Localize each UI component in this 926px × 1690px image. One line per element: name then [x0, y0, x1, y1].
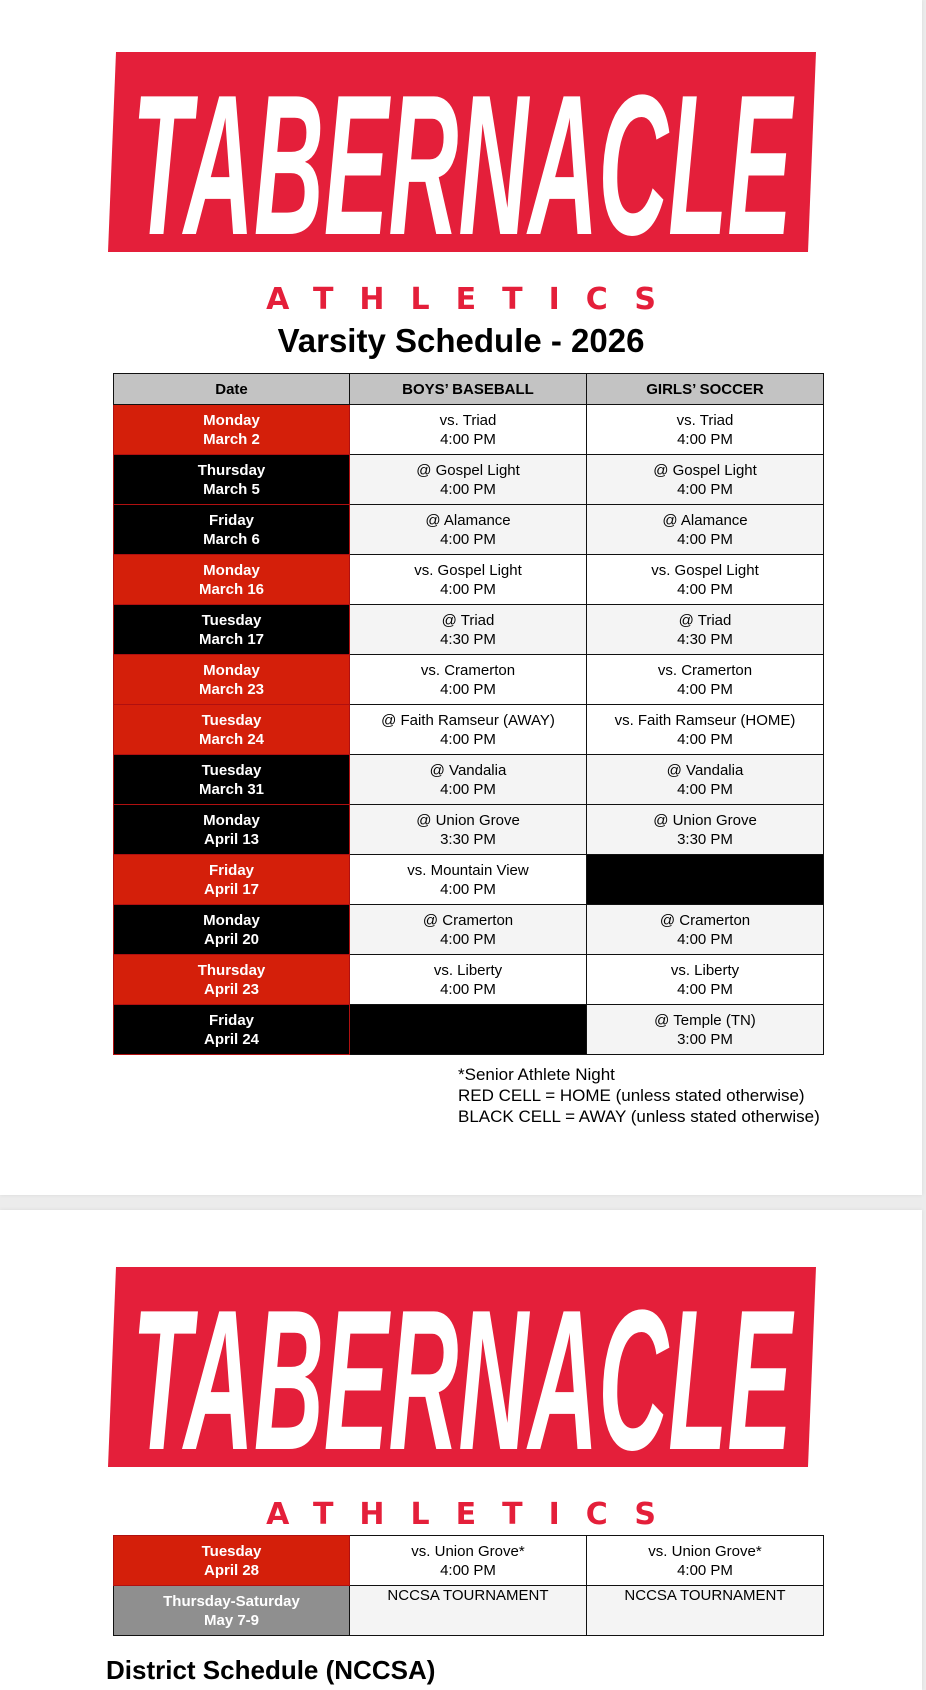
date-label: May 7-9	[203, 1611, 260, 1629]
opponent-label: @ Vandalia	[429, 761, 507, 779]
opponent-label: vs. Gospel Light	[651, 561, 759, 579]
soccer-game-cell	[587, 905, 824, 955]
date-cell	[114, 755, 350, 805]
day-label: Friday	[208, 511, 254, 529]
time-label: 4:00 PM	[677, 530, 733, 548]
day-label: Monday	[203, 911, 260, 929]
time-label: 4:00 PM	[440, 730, 496, 748]
opponent-label: vs. Cramerton	[420, 661, 516, 679]
table-row	[114, 455, 824, 505]
opponent-label: vs. Union Grove*	[648, 1542, 762, 1560]
day-label: Monday	[203, 811, 260, 829]
tabernacle-logo	[108, 52, 816, 252]
baseball-game-cell	[350, 605, 587, 655]
date-label: April 17	[203, 880, 260, 898]
opponent-label: @ Union Grove	[416, 811, 520, 829]
soccer-game-cell	[587, 1005, 824, 1055]
baseball-game-cell	[350, 855, 587, 905]
opponent-label: @ Faith Ramseur (AWAY)	[381, 711, 555, 729]
baseball-empty-cell	[350, 1005, 587, 1055]
table-row	[114, 405, 824, 455]
time-label: 4:00 PM	[677, 480, 733, 498]
schedule-page-2	[0, 1210, 922, 1690]
athletics-subtitle: ATHLETICS	[266, 282, 682, 317]
date-cell	[114, 1005, 350, 1055]
soccer-game-cell	[587, 655, 824, 705]
day-label: Monday	[203, 561, 260, 579]
date-label: March 6	[203, 530, 260, 548]
soccer-game-cell	[587, 555, 824, 605]
date-label: March 31	[198, 780, 265, 798]
date-cell	[114, 655, 350, 705]
baseball-game-cell	[350, 505, 587, 555]
time-label: 4:00 PM	[677, 730, 733, 748]
soccer-game-cell	[587, 705, 824, 755]
date-label: March 17	[198, 630, 265, 648]
date-cell	[114, 605, 350, 655]
opponent-label: NCCSA TOURNAMENT	[624, 1587, 786, 1604]
schedule-table-continued	[113, 1535, 824, 1636]
date-label: April 23	[203, 980, 260, 998]
athletics-subtitle: ATHLETICS	[266, 1497, 682, 1532]
time-label: 4:00 PM	[677, 930, 733, 948]
time-label: 4:00 PM	[677, 1561, 733, 1579]
day-label: Thursday-Saturday	[163, 1592, 300, 1610]
table-row	[114, 955, 824, 1005]
day-label: Tuesday	[201, 611, 262, 629]
opponent-label: vs. Mountain View	[407, 861, 529, 879]
baseball-game-cell	[350, 805, 587, 855]
date-cell	[114, 1536, 350, 1586]
day-label: Tuesday	[201, 1542, 262, 1560]
date-label: April 20	[203, 930, 260, 948]
opponent-label: @ Triad	[678, 611, 732, 629]
soccer-game-cell	[587, 405, 824, 455]
opponent-label: @ Union Grove	[653, 811, 757, 829]
date-cell	[114, 555, 350, 605]
opponent-label: NCCSA TOURNAMENT	[387, 1587, 549, 1604]
date-label: April 24	[203, 1030, 260, 1048]
opponent-label: vs. Cramerton	[657, 661, 753, 679]
baseball-game-cell	[350, 905, 587, 955]
opponent-label: @ Gospel Light	[653, 461, 757, 479]
time-label: 3:30 PM	[677, 830, 733, 848]
time-label: 4:00 PM	[440, 780, 496, 798]
day-label: Friday	[208, 861, 254, 879]
date-cell	[114, 505, 350, 555]
table-row	[114, 855, 824, 905]
day-label: Friday	[208, 1011, 254, 1029]
table-row	[114, 705, 824, 755]
day-label: Thursday	[197, 461, 266, 479]
date-cell	[114, 855, 350, 905]
table-row	[114, 1005, 824, 1055]
soccer-game-cell	[587, 955, 824, 1005]
table-row	[114, 805, 824, 855]
soccer-game-cell	[587, 805, 824, 855]
opponent-label: vs. Triad	[439, 411, 497, 429]
date-cell	[114, 955, 350, 1005]
day-label: Tuesday	[201, 711, 262, 729]
day-label: Thursday	[197, 961, 266, 979]
soccer-game-cell	[587, 605, 824, 655]
opponent-label: @ Cramerton	[422, 911, 514, 929]
opponent-label: @ Vandalia	[666, 761, 744, 779]
day-label: Monday	[203, 411, 260, 429]
col-header-date: Date	[114, 374, 350, 405]
note-red-cell: RED CELL = HOME (unless stated otherwise)	[458, 1086, 805, 1105]
time-label: 4:00 PM	[440, 580, 496, 598]
legend-notes	[458, 1064, 820, 1127]
table-row	[114, 605, 824, 655]
opponent-label: vs. Liberty	[670, 961, 740, 979]
time-label: 3:30 PM	[440, 830, 496, 848]
baseball-game-cell	[350, 655, 587, 705]
date-cell	[114, 1586, 350, 1636]
baseball-game-cell	[350, 955, 587, 1005]
time-label: 4:00 PM	[677, 430, 733, 448]
baseball-game-cell	[350, 755, 587, 805]
opponent-label: vs. Triad	[676, 411, 734, 429]
date-label: March 5	[203, 480, 260, 498]
date-cell	[114, 705, 350, 755]
time-label: 4:00 PM	[440, 880, 496, 898]
page-title: Varsity Schedule - 2026	[277, 322, 645, 359]
table-row	[114, 1536, 824, 1586]
soccer-game-cell	[587, 505, 824, 555]
time-label: 4:00 PM	[440, 480, 496, 498]
opponent-label: vs. Gospel Light	[414, 561, 522, 579]
time-label: 4:00 PM	[677, 780, 733, 798]
note-senior-night: *Senior Athlete Night	[458, 1065, 615, 1084]
soccer-game-cell	[587, 755, 824, 805]
opponent-label: @ Temple (TN)	[654, 1011, 756, 1029]
soccer-game-cell	[587, 1536, 824, 1586]
date-cell	[114, 455, 350, 505]
time-label: 4:00 PM	[440, 1561, 496, 1579]
table-row	[114, 655, 824, 705]
opponent-label: @ Alamance	[425, 511, 511, 529]
baseball-game-cell	[350, 455, 587, 505]
logo-wordmark: TABERNACLE	[132, 54, 795, 252]
date-label: March 16	[198, 580, 265, 598]
date-label: March 24	[198, 730, 265, 748]
tabernacle-logo	[108, 1267, 816, 1467]
opponent-label: @ Triad	[441, 611, 495, 629]
col-header-soccer: GIRLS’ SOCCER	[587, 374, 824, 405]
logo-wordmark: TABERNACLE	[132, 1269, 795, 1467]
time-label: 4:00 PM	[440, 530, 496, 548]
date-cell	[114, 905, 350, 955]
opponent-label: @ Gospel Light	[416, 461, 520, 479]
time-label: 4:00 PM	[677, 580, 733, 598]
baseball-game-cell	[350, 1586, 587, 1636]
date-label: April 28	[203, 1561, 260, 1579]
soccer-empty-cell	[587, 855, 824, 905]
date-label: March 2	[203, 430, 260, 448]
time-label: 3:00 PM	[677, 1030, 733, 1048]
time-label: 4:00 PM	[440, 680, 496, 698]
soccer-game-cell	[587, 455, 824, 505]
schedule-table	[113, 373, 824, 1055]
col-header-baseball: BOYS’ BASEBALL	[350, 374, 587, 405]
opponent-label: @ Alamance	[662, 511, 748, 529]
date-label: March 23	[198, 680, 265, 698]
table-row	[114, 905, 824, 955]
day-label: Monday	[203, 661, 260, 679]
time-label: 4:00 PM	[677, 680, 733, 698]
baseball-game-cell	[350, 405, 587, 455]
table-row	[114, 555, 824, 605]
baseball-game-cell	[350, 705, 587, 755]
day-label: Tuesday	[201, 761, 262, 779]
opponent-label: @ Cramerton	[659, 911, 751, 929]
table-row	[114, 505, 824, 555]
soccer-game-cell	[587, 1586, 824, 1636]
time-label: 4:00 PM	[440, 930, 496, 948]
time-label: 4:00 PM	[440, 980, 496, 998]
opponent-label: vs. Liberty	[433, 961, 503, 979]
opponent-label: vs. Faith Ramseur (HOME)	[614, 711, 796, 729]
date-cell	[114, 405, 350, 455]
time-label: 4:30 PM	[440, 630, 496, 648]
date-label: April 13	[203, 830, 260, 848]
baseball-game-cell	[350, 1536, 587, 1586]
header-row	[114, 374, 824, 405]
baseball-game-cell	[350, 555, 587, 605]
opponent-label: vs. Union Grove*	[411, 1542, 525, 1560]
time-label: 4:00 PM	[440, 430, 496, 448]
date-cell	[114, 805, 350, 855]
time-label: 4:00 PM	[677, 980, 733, 998]
table-row	[114, 1586, 824, 1636]
district-schedule-heading: District Schedule (NCCSA)	[106, 1655, 436, 1685]
note-black-cell: BLACK CELL = AWAY (unless stated otherwise)	[458, 1107, 820, 1126]
time-label: 4:30 PM	[677, 630, 733, 648]
table-row	[114, 755, 824, 805]
